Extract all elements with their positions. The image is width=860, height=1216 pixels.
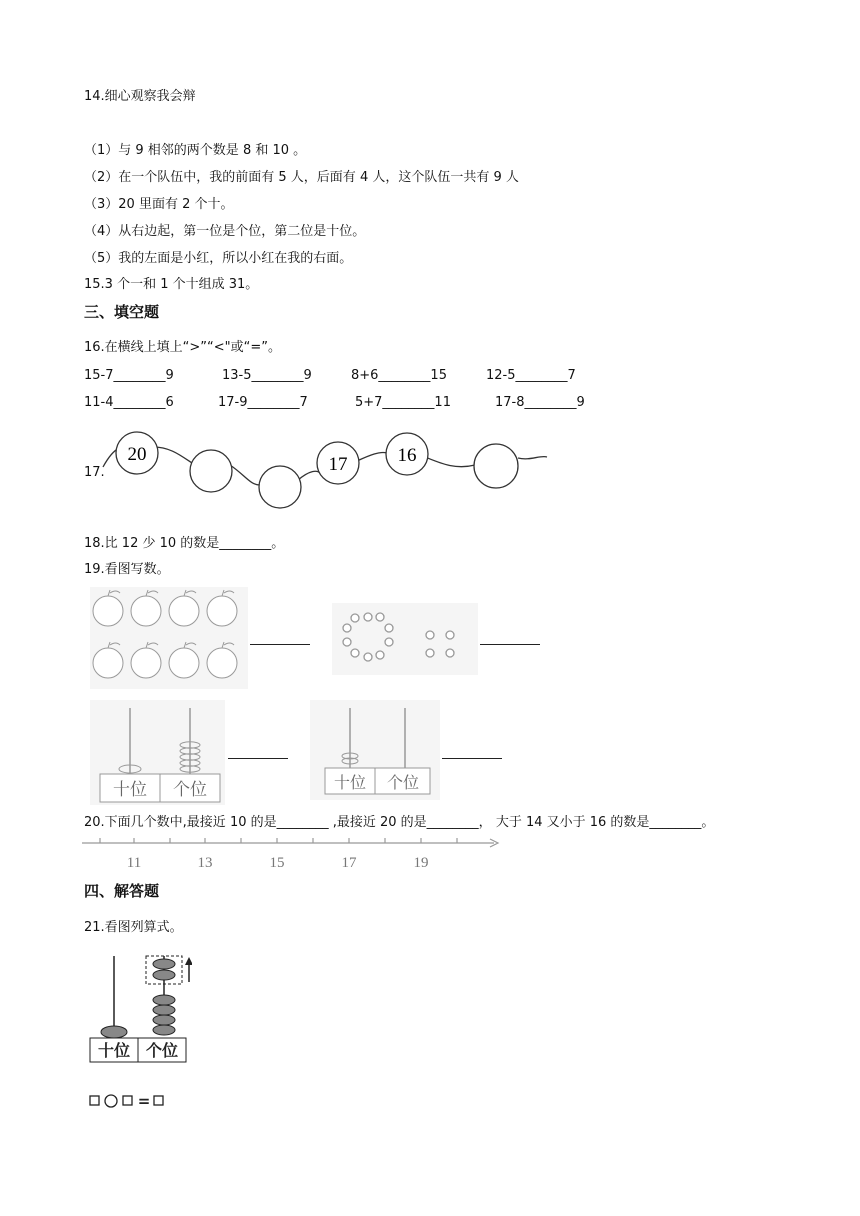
answer-blank[interactable] (228, 744, 288, 759)
q14-item-5: （5）我的左面是小红，所以小红在我的右面。 (84, 251, 353, 266)
apple-icon (131, 648, 161, 678)
dot-icon (376, 651, 384, 659)
chain-number: 16 (397, 445, 417, 466)
dot-icon (426, 631, 434, 639)
number-line-tick-label: 19 (413, 855, 429, 871)
dots-figure (332, 603, 478, 675)
chain-circle[interactable] (474, 444, 518, 488)
q16-row1-item: 8+6________15 (351, 368, 447, 383)
dot-icon (343, 638, 351, 646)
q14-item-2: （2）在一个队伍中，我的前面有 5 人，后面有 4 人，这个队伍一共有 9 人 (84, 170, 519, 185)
answer-box (154, 1096, 163, 1105)
q16-row1-item: 13-5________9 (222, 368, 312, 383)
q16-row1-item: 12-5________7 (486, 368, 576, 383)
answer-box (123, 1096, 132, 1105)
chain-number: 17 (328, 454, 348, 475)
q16-title: 16.在横线上填上“>”“<"或“=”。 (84, 340, 282, 355)
dot-icon (446, 631, 454, 639)
abacus-tens-label: 十位 (113, 780, 147, 800)
abacus-ones-label: 个位 (173, 780, 207, 800)
answer-blank[interactable] (250, 630, 310, 645)
section-heading-fill-blank: 三、填空题 (84, 303, 160, 321)
abacus-ones-label: 个位 (386, 773, 420, 792)
chain-circle[interactable] (259, 466, 301, 508)
dot-icon (446, 649, 454, 657)
apple-icon (93, 596, 123, 626)
apple-icon (93, 648, 123, 678)
q17-label: 17. (84, 465, 105, 480)
q21-title: 21.看图列算式。 (84, 920, 183, 935)
q18-text: 18.比 12 少 10 的数是________。 (84, 536, 285, 551)
equation-template[interactable] (88, 1092, 168, 1110)
apples-figure (90, 587, 248, 689)
answer-box (90, 1096, 99, 1105)
q15-text: 15.3 个一和 1 个十组成 31。 (84, 277, 259, 292)
operator-circle (105, 1095, 117, 1107)
apple-icon (207, 596, 237, 626)
dot-icon (385, 624, 393, 632)
dot-icon (426, 649, 434, 657)
dot-icon (351, 649, 359, 657)
section-heading-solve: 四、解答题 (84, 882, 160, 900)
q16-row2-item: 17-8________9 (495, 395, 585, 410)
number-line-tick-label: 11 (126, 855, 142, 871)
q16-row2-item: 17-9________7 (218, 395, 308, 410)
dot-icon (351, 614, 359, 622)
number-chain-figure (95, 425, 565, 510)
apple-icon (169, 648, 199, 678)
apple-icon (169, 596, 199, 626)
q14-item-1: （1）与 9 相邻的两个数是 8 和 10 。 (84, 143, 307, 158)
number-line-tick-label: 15 (269, 855, 285, 871)
abacus-figure (310, 700, 440, 800)
apple-icon (207, 648, 237, 678)
dot-icon (364, 653, 372, 661)
equals-sign: = (137, 1092, 151, 1110)
abacus-tens-label: 十位 (333, 773, 367, 792)
dot-icon (385, 638, 393, 646)
q19-title: 19.看图写数。 (84, 562, 170, 577)
q16-row1-item: 15-7________9 (84, 368, 174, 383)
dot-icon (364, 613, 372, 621)
q16-row2-item: 11-4________6 (84, 395, 174, 410)
answer-blank[interactable] (442, 744, 502, 759)
abacus-tens-label: 十位 (97, 1041, 131, 1060)
dot-icon (376, 613, 384, 621)
q20-text: 20.下面几个数中,最接近 10 的是________ ,最接近 20 的是________， 大于 14 又小于 16 的数是________。 (84, 815, 715, 830)
abacus-figure (88, 952, 192, 1064)
number-line-tick-label: 17 (341, 855, 357, 871)
q14-item-4: （4）从右边起，第一位是个位，第二位是十位。 (84, 224, 366, 239)
apple-icon (131, 596, 161, 626)
chain-number: 20 (127, 444, 147, 465)
q14-item-3: （3）20 里面有 2 个十。 (84, 197, 234, 212)
abacus-ones-label: 个位 (145, 1041, 179, 1060)
answer-blank[interactable] (480, 630, 540, 645)
number-line-figure (82, 835, 502, 873)
q16-row2-item: 5+7________11 (355, 395, 451, 410)
abacus-figure (90, 700, 225, 805)
number-line-tick-label: 13 (197, 855, 213, 871)
chain-circle[interactable] (190, 450, 232, 492)
dot-icon (343, 624, 351, 632)
q14-title: 14.细心观察我会辩 (84, 89, 196, 104)
